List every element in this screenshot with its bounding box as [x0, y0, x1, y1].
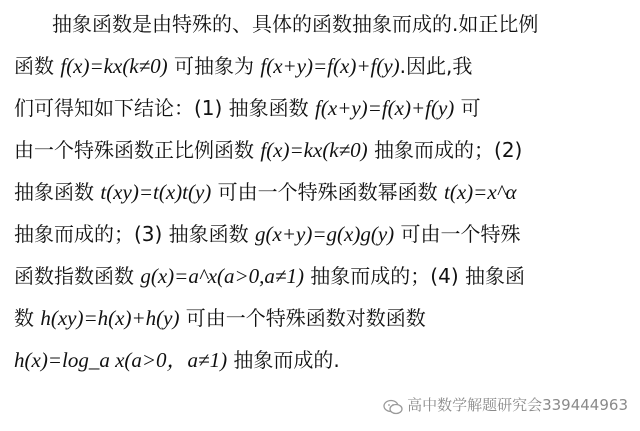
watermark-text: 高中数学解题研究会339444963 — [407, 396, 628, 414]
paragraph-line-3 — [14, 88, 626, 128]
paragraph-line-5 — [14, 172, 626, 212]
text-run: 可由一个特殊函数对数函数 — [179, 306, 426, 330]
text-run: 抽象而成的；(4) 抽象函 — [303, 264, 525, 288]
paragraph-line-8 — [14, 298, 626, 338]
text-run: 抽象而成的. — [227, 348, 340, 372]
text-run: 抽象函数是由特殊的、具体的函数抽象而成的.如正比例 — [52, 12, 539, 36]
paragraph-line-6 — [14, 214, 626, 254]
text-run: 抽象而成的；(3) 抽象函数 — [14, 222, 256, 246]
text-run: 可由一个特殊函数幂函数 — [211, 180, 444, 204]
paragraph-line-9 — [14, 340, 626, 380]
text-run: 数 — [14, 306, 41, 330]
math-expression: f(x)=kx(k≠0) — [60, 54, 168, 78]
text-run: 可抽象为 — [167, 54, 261, 78]
math-expression: g(x+y)=g(x)g(y) — [255, 222, 395, 246]
math-expression: g(x)=a^x(a>0,a≠1) — [140, 264, 304, 288]
text-run: .因此,我 — [399, 54, 473, 78]
text-run: 可由一个特殊 — [394, 222, 521, 246]
math-expression: h(xy)=h(x)+h(y) — [40, 306, 180, 330]
math-expression: f(x+y)=f(x)+f(y) — [260, 54, 400, 78]
paragraph-line-7 — [14, 256, 626, 296]
text-run: 函数指数函数 — [14, 264, 141, 288]
text-run: 由一个特殊函数正比例函数 — [14, 138, 261, 162]
text-run: 函数 — [14, 54, 61, 78]
paragraph-line-1 — [14, 4, 626, 44]
paragraph-line-4 — [14, 130, 626, 170]
paragraph-line-2 — [14, 46, 626, 86]
math-expression: f(x+y)=f(x)+f(y) — [315, 96, 455, 120]
math-expression: h(x)=log_a x(a>0，a≠1) — [14, 348, 228, 372]
text-run: 抽象函数 — [14, 180, 101, 204]
math-expression: t(xy)=t(x)t(y) — [100, 180, 212, 204]
text-run: 可 — [454, 96, 481, 120]
text-run: 们可得知如下结论：(1) 抽象函数 — [14, 96, 316, 120]
watermark — [383, 392, 628, 418]
text-run: 抽象而成的；(2) — [367, 138, 523, 162]
math-expression: t(x)=x^α — [444, 180, 517, 204]
math-expression: f(x)=kx(k≠0) — [260, 138, 368, 162]
wechat-icon — [383, 397, 403, 413]
